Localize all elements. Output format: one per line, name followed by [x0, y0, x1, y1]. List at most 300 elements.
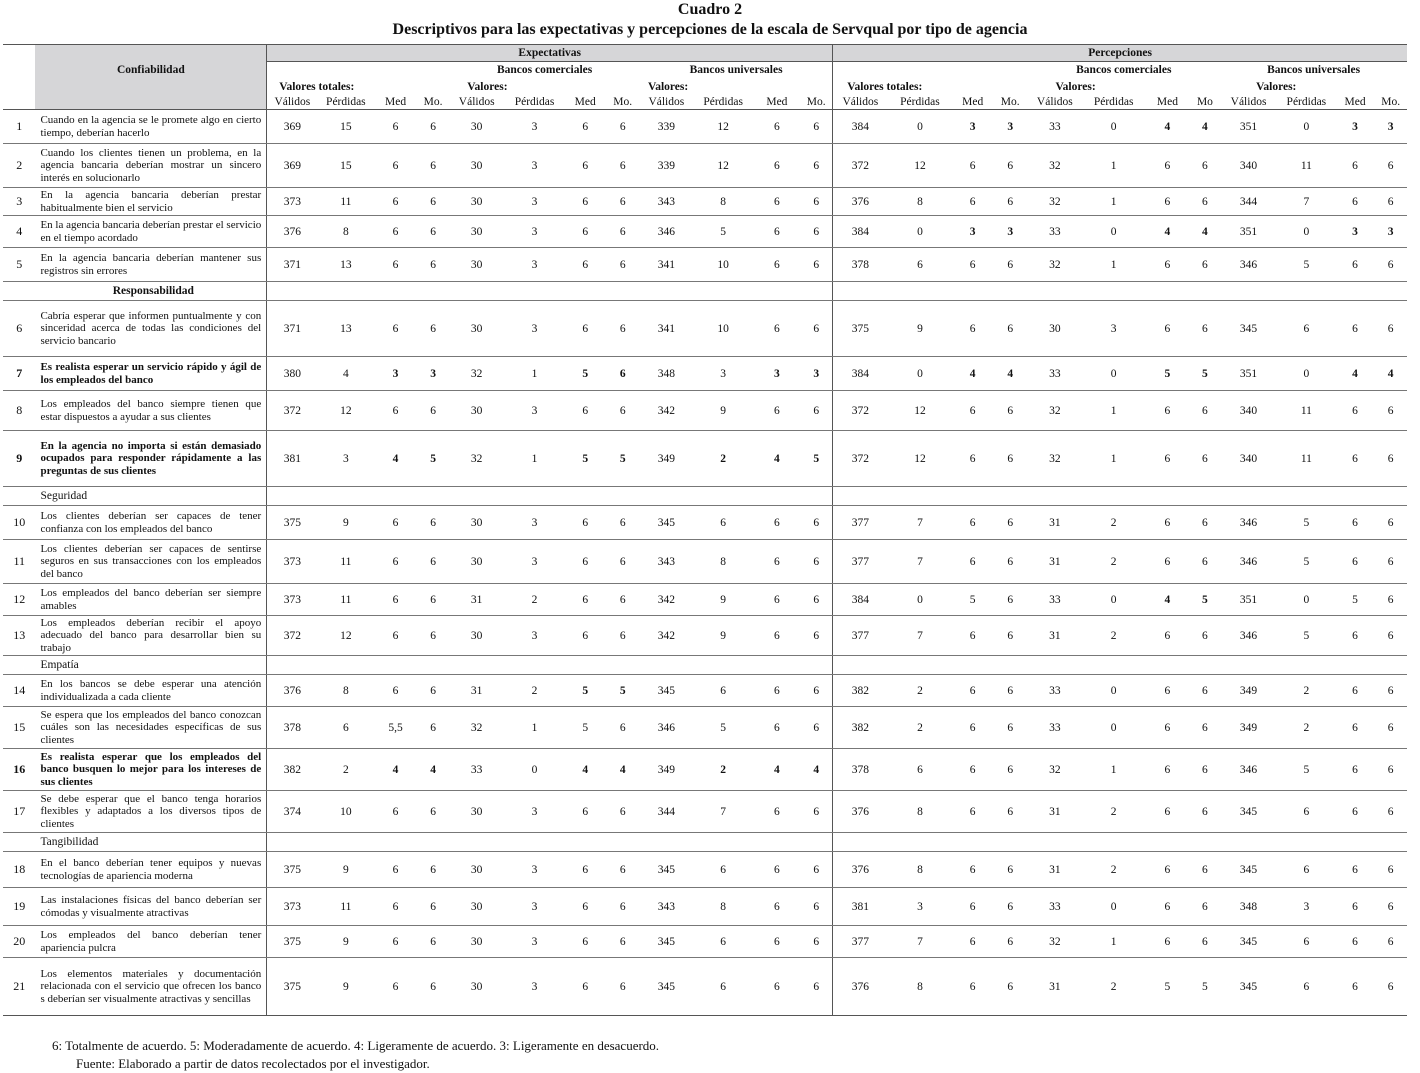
value-cell: 10	[693, 248, 754, 282]
table-row	[3, 301, 1407, 357]
value-cell: 345	[1220, 791, 1277, 833]
value-cell: 3	[504, 540, 565, 584]
value-cell: 6	[1336, 540, 1375, 584]
value-cell: 6	[1336, 926, 1375, 958]
value-cell: 6	[1145, 506, 1190, 540]
value-cell: 31	[449, 584, 504, 616]
row-number: 13	[3, 616, 35, 656]
value-cell: 33	[1027, 707, 1082, 749]
value-cell: 6	[800, 616, 833, 656]
value-cell: 6	[605, 707, 639, 749]
value-cell: 6	[1374, 926, 1407, 958]
value-cell: 30	[449, 248, 504, 282]
value-cell: 0	[1277, 584, 1336, 616]
value-cell: 8	[317, 216, 374, 248]
value-cell: 6	[952, 707, 993, 749]
table-row	[3, 248, 1407, 282]
value-cell: 6	[993, 791, 1027, 833]
value-cell: 6	[1145, 391, 1190, 431]
value-cell: 6	[993, 616, 1027, 656]
value-cell: 6	[1374, 791, 1407, 833]
row-number: 16	[3, 749, 35, 791]
value-cell: 8	[887, 188, 952, 216]
value-cell: 3	[993, 216, 1027, 248]
value-cell: 6	[417, 506, 449, 540]
value-cell: 6	[800, 301, 833, 357]
row-description: Los clientes deberían ser capaces de sentirse seguros en sus transacciones con los empleados del banco	[35, 540, 266, 584]
value-cell: 346	[1220, 616, 1277, 656]
column-header: Válidos	[833, 96, 888, 110]
column-header: Pérdidas	[1277, 96, 1336, 110]
value-cell: 30	[449, 110, 504, 144]
table-row	[3, 357, 1407, 391]
value-cell: 6	[1336, 749, 1375, 791]
value-cell: 7	[1277, 188, 1336, 216]
section-spacer	[3, 833, 35, 852]
value-cell: 30	[449, 144, 504, 188]
value-cell: 33	[1027, 357, 1082, 391]
value-cell: 4	[417, 749, 449, 791]
value-cell: 7	[693, 791, 754, 833]
value-cell: 6	[952, 431, 993, 487]
header-valores-totales-exp: Valores totales:	[267, 79, 450, 96]
value-cell: 6	[374, 144, 417, 188]
row-number: 4	[3, 216, 35, 248]
value-cell: 375	[833, 301, 888, 357]
value-cell: 6	[1145, 431, 1190, 487]
value-cell: 30	[449, 926, 504, 958]
value-cell: 369	[267, 144, 318, 188]
value-cell: 0	[1277, 357, 1336, 391]
section-fill	[267, 282, 833, 301]
value-cell: 30	[449, 391, 504, 431]
legend: 6: Totalmente de acuerdo. 5: Moderadamente de acuerdo. 4: Ligeramente de acuerdo. 3: Ligeramente en desacuerdo.	[52, 1038, 660, 1053]
value-cell: 349	[640, 431, 693, 487]
value-cell: 2	[693, 749, 754, 791]
value-cell: 3	[504, 958, 565, 1016]
section-spacer	[3, 282, 35, 301]
row-description: Los empleados del banco deberían ser siempre amables	[35, 584, 266, 616]
value-cell: 5	[1277, 506, 1336, 540]
value-cell: 6	[1336, 144, 1375, 188]
value-cell: 378	[833, 749, 888, 791]
row-number: 20	[3, 926, 35, 958]
value-cell: 12	[693, 144, 754, 188]
value-cell: 6	[565, 926, 606, 958]
value-cell: 6	[1336, 616, 1375, 656]
row-number: 21	[3, 958, 35, 1016]
value-cell: 1	[504, 707, 565, 749]
value-cell: 12	[317, 391, 374, 431]
value-cell: 6	[800, 791, 833, 833]
value-cell: 1	[1082, 144, 1145, 188]
value-cell: 2	[504, 584, 565, 616]
column-header: Pérdidas	[1082, 96, 1145, 110]
value-cell: 2	[1082, 958, 1145, 1016]
value-cell: 6	[952, 958, 993, 1016]
value-cell: 6	[952, 301, 993, 357]
value-cell: 6	[952, 506, 993, 540]
row-number: 9	[3, 431, 35, 487]
value-cell: 4	[1145, 110, 1190, 144]
value-cell: 6	[1374, 888, 1407, 926]
table-row	[3, 749, 1407, 791]
value-cell: 6	[1190, 707, 1220, 749]
section-fill	[267, 833, 833, 852]
value-cell: 3	[504, 926, 565, 958]
section-row	[3, 833, 1407, 852]
table-row	[3, 888, 1407, 926]
value-cell: 6	[417, 584, 449, 616]
value-cell: 6	[1336, 791, 1375, 833]
value-cell: 30	[449, 216, 504, 248]
value-cell: 6	[374, 675, 417, 707]
value-cell: 342	[640, 391, 693, 431]
value-cell: 33	[1027, 216, 1082, 248]
value-cell: 6	[1190, 791, 1220, 833]
value-cell: 6	[800, 707, 833, 749]
value-cell: 5	[1190, 958, 1220, 1016]
value-cell: 3	[1082, 301, 1145, 357]
table-row	[3, 707, 1407, 749]
value-cell: 343	[640, 540, 693, 584]
value-cell: 30	[449, 791, 504, 833]
row-description: Los elementos materiales y documentación relacionada con el servicio que ofrecen los banco s deberían ser visualmente atractivas y sencillas	[35, 958, 266, 1016]
value-cell: 375	[267, 926, 318, 958]
value-cell: 5	[1145, 357, 1190, 391]
value-cell: 30	[449, 301, 504, 357]
value-cell: 3	[417, 357, 449, 391]
value-cell: 341	[640, 248, 693, 282]
value-cell: 6	[754, 958, 801, 1016]
row-number: 17	[3, 791, 35, 833]
table-row	[3, 216, 1407, 248]
value-cell: 31	[1027, 958, 1082, 1016]
value-cell: 32	[1027, 248, 1082, 282]
table-row	[3, 506, 1407, 540]
value-cell: 6	[605, 110, 639, 144]
value-cell: 31	[1027, 852, 1082, 888]
value-cell: 5	[1277, 616, 1336, 656]
value-cell: 373	[267, 540, 318, 584]
value-cell: 6	[417, 616, 449, 656]
value-cell: 6	[993, 540, 1027, 584]
value-cell: 32	[449, 431, 504, 487]
value-cell: 6	[565, 301, 606, 357]
row-description: Las instalaciones físicas del banco deberían ser cómodas y visualmente atractivas	[35, 888, 266, 926]
value-cell: 343	[640, 188, 693, 216]
value-cell: 6	[1336, 958, 1375, 1016]
value-cell: 7	[887, 540, 952, 584]
value-cell: 32	[1027, 926, 1082, 958]
value-cell: 376	[833, 791, 888, 833]
value-cell: 31	[1027, 540, 1082, 584]
value-cell: 377	[833, 616, 888, 656]
section-fill	[833, 282, 1407, 301]
value-cell: 6	[754, 301, 801, 357]
value-cell: 6	[374, 926, 417, 958]
value-cell: 6	[800, 926, 833, 958]
value-cell: 6	[1374, 248, 1407, 282]
table-row	[3, 110, 1407, 144]
value-cell: 376	[267, 216, 318, 248]
value-cell: 33	[1027, 584, 1082, 616]
value-cell: 32	[449, 707, 504, 749]
value-cell: 6	[1145, 248, 1190, 282]
value-cell: 6	[1374, 675, 1407, 707]
value-cell: 6	[374, 110, 417, 144]
value-cell: 32	[1027, 188, 1082, 216]
value-cell: 6	[800, 675, 833, 707]
header-bancos-universales-per: Bancos universales	[1267, 64, 1361, 77]
value-cell: 6	[1336, 506, 1375, 540]
row-number: 5	[3, 248, 35, 282]
value-cell: 6	[565, 791, 606, 833]
value-cell: 13	[317, 301, 374, 357]
column-headers	[3, 96, 1407, 110]
value-cell: 6	[1145, 852, 1190, 888]
value-cell: 6	[993, 888, 1027, 926]
value-cell: 346	[1220, 540, 1277, 584]
row-number: 18	[3, 852, 35, 888]
row-number: 12	[3, 584, 35, 616]
value-cell: 6	[1145, 616, 1190, 656]
value-cell: 1	[1082, 248, 1145, 282]
value-cell: 6	[993, 584, 1027, 616]
value-cell: 6	[1336, 391, 1375, 431]
value-cell: 6	[317, 707, 374, 749]
value-cell: 6	[417, 391, 449, 431]
row-description: En la agencia bancaria deberían prestar el servicio en el tiempo acordado	[35, 216, 266, 248]
value-cell: 0	[1082, 216, 1145, 248]
value-cell: 8	[887, 958, 952, 1016]
value-cell: 369	[267, 110, 318, 144]
value-cell: 6	[374, 888, 417, 926]
value-cell: 6	[1374, 188, 1407, 216]
value-cell: 0	[1082, 888, 1145, 926]
header-corner	[3, 45, 35, 110]
value-cell: 9	[317, 958, 374, 1016]
value-cell: 6	[800, 110, 833, 144]
value-cell: 384	[833, 584, 888, 616]
value-cell: 6	[417, 540, 449, 584]
value-cell: 6	[754, 852, 801, 888]
value-cell: 6	[693, 852, 754, 888]
value-cell: 6	[565, 616, 606, 656]
value-cell: 6	[374, 506, 417, 540]
value-cell: 1	[1082, 926, 1145, 958]
column-header: Válidos	[1220, 96, 1277, 110]
value-cell: 6	[417, 958, 449, 1016]
value-cell: 6	[952, 248, 993, 282]
value-cell: 8	[887, 852, 952, 888]
value-cell: 6	[565, 888, 606, 926]
value-cell: 11	[317, 584, 374, 616]
table-subtitle: Descriptivos para las expectativas y percepciones de la escala de Servqual por tipo de agencia	[392, 21, 1028, 38]
value-cell: 6	[605, 791, 639, 833]
value-cell: 32	[1027, 431, 1082, 487]
column-header: Med	[565, 96, 606, 110]
row-number: 19	[3, 888, 35, 926]
table-row	[3, 391, 1407, 431]
value-cell: 3	[504, 110, 565, 144]
value-cell: 6	[1336, 301, 1375, 357]
value-cell: 9	[693, 616, 754, 656]
value-cell: 11	[1277, 431, 1336, 487]
value-cell: 345	[1220, 926, 1277, 958]
value-cell: 13	[317, 248, 374, 282]
column-header: Mo.	[605, 96, 639, 110]
value-cell: 9	[693, 584, 754, 616]
value-cell: 6	[1374, 431, 1407, 487]
value-cell: 3	[1374, 216, 1407, 248]
value-cell: 2	[317, 749, 374, 791]
value-cell: 6	[374, 216, 417, 248]
header-valores-totales-per: Valores totales:	[833, 79, 1028, 96]
value-cell: 6	[800, 216, 833, 248]
value-cell: 6	[605, 357, 639, 391]
header-blank-exp	[267, 62, 450, 79]
value-cell: 339	[640, 144, 693, 188]
value-cell: 384	[833, 357, 888, 391]
value-cell: 6	[754, 675, 801, 707]
value-cell: 6	[1374, 852, 1407, 888]
value-cell: 375	[267, 506, 318, 540]
value-cell: 6	[993, 248, 1027, 282]
value-cell: 0	[1277, 216, 1336, 248]
value-cell: 5	[800, 431, 833, 487]
table-caption: Cuadro 2	[677, 1, 743, 18]
value-cell: 376	[833, 958, 888, 1016]
value-cell: 6	[1190, 391, 1220, 431]
value-cell: 30	[449, 188, 504, 216]
value-cell: 6	[565, 506, 606, 540]
value-cell: 376	[833, 852, 888, 888]
value-cell: 6	[374, 852, 417, 888]
value-cell: 31	[1027, 506, 1082, 540]
section-spacer	[3, 656, 35, 675]
value-cell: 4	[605, 749, 639, 791]
value-cell: 6	[1190, 188, 1220, 216]
value-cell: 0	[887, 584, 952, 616]
value-cell: 6	[1277, 791, 1336, 833]
value-cell: 6	[1145, 188, 1190, 216]
value-cell: 6	[605, 926, 639, 958]
value-cell: 6	[1374, 540, 1407, 584]
value-cell: 384	[833, 110, 888, 144]
value-cell: 12	[887, 144, 952, 188]
value-cell: 6	[1336, 675, 1375, 707]
header-bancos-comerciales-exp: Bancos comerciales	[496, 64, 593, 77]
value-cell: 374	[267, 791, 318, 833]
value-cell: 6	[1190, 749, 1220, 791]
value-cell: 371	[267, 301, 318, 357]
value-cell: 377	[833, 506, 888, 540]
value-cell: 6	[417, 888, 449, 926]
value-cell: 30	[449, 958, 504, 1016]
value-cell: 6	[417, 926, 449, 958]
value-cell: 30	[1027, 301, 1082, 357]
value-cell: 4	[1145, 216, 1190, 248]
value-cell: 5	[605, 675, 639, 707]
value-cell: 344	[640, 791, 693, 833]
column-header: Mo.	[1374, 96, 1407, 110]
value-cell: 6	[417, 301, 449, 357]
value-cell: 6	[993, 958, 1027, 1016]
value-cell: 4	[374, 431, 417, 487]
section-spacer	[3, 487, 35, 506]
value-cell: 6	[800, 144, 833, 188]
value-cell: 6	[1336, 248, 1375, 282]
value-cell: 33	[1027, 110, 1082, 144]
value-cell: 5	[952, 584, 993, 616]
value-cell: 4	[1374, 357, 1407, 391]
value-cell: 31	[1027, 616, 1082, 656]
value-cell: 15	[317, 144, 374, 188]
value-cell: 6	[993, 749, 1027, 791]
value-cell: 6	[417, 707, 449, 749]
value-cell: 12	[693, 110, 754, 144]
value-cell: 5	[693, 707, 754, 749]
value-cell: 6	[1190, 144, 1220, 188]
value-cell: 9	[693, 391, 754, 431]
value-cell: 6	[1145, 888, 1190, 926]
value-cell: 345	[640, 675, 693, 707]
value-cell: 0	[887, 357, 952, 391]
value-cell: 6	[693, 506, 754, 540]
column-header: Válidos	[267, 96, 318, 110]
value-cell: 6	[1145, 749, 1190, 791]
value-cell: 6	[1374, 616, 1407, 656]
value-cell: 33	[1027, 675, 1082, 707]
value-cell: 3	[504, 216, 565, 248]
value-cell: 6	[565, 216, 606, 248]
value-cell: 5	[565, 431, 606, 487]
row-description: En la agencia bancaria deberían mantener sus registros sin errores	[35, 248, 266, 282]
section-label: Tangibilidad	[35, 833, 266, 852]
value-cell: 6	[993, 391, 1027, 431]
value-cell: 6	[754, 584, 801, 616]
table-row	[3, 144, 1407, 188]
value-cell: 345	[640, 958, 693, 1016]
value-cell: 340	[1220, 431, 1277, 487]
value-cell: 373	[267, 188, 318, 216]
value-cell: 6	[952, 888, 993, 926]
value-cell: 6	[605, 852, 639, 888]
column-header: Med	[754, 96, 801, 110]
value-cell: 351	[1220, 110, 1277, 144]
column-header: Mo	[1190, 96, 1220, 110]
value-cell: 11	[317, 540, 374, 584]
value-cell: 372	[833, 144, 888, 188]
value-cell: 6	[374, 188, 417, 216]
value-cell: 376	[833, 188, 888, 216]
table-row	[3, 926, 1407, 958]
value-cell: 6	[800, 584, 833, 616]
value-cell: 0	[1082, 707, 1145, 749]
value-cell: 3	[374, 357, 417, 391]
value-cell: 6	[565, 540, 606, 584]
value-cell: 345	[1220, 958, 1277, 1016]
section-row	[3, 487, 1407, 506]
value-cell: 4	[1336, 357, 1375, 391]
value-cell: 2	[1082, 506, 1145, 540]
value-cell: 3	[1336, 216, 1375, 248]
value-cell: 4	[374, 749, 417, 791]
value-cell: 6	[565, 852, 606, 888]
value-cell: 6	[693, 926, 754, 958]
value-cell: 6	[952, 675, 993, 707]
